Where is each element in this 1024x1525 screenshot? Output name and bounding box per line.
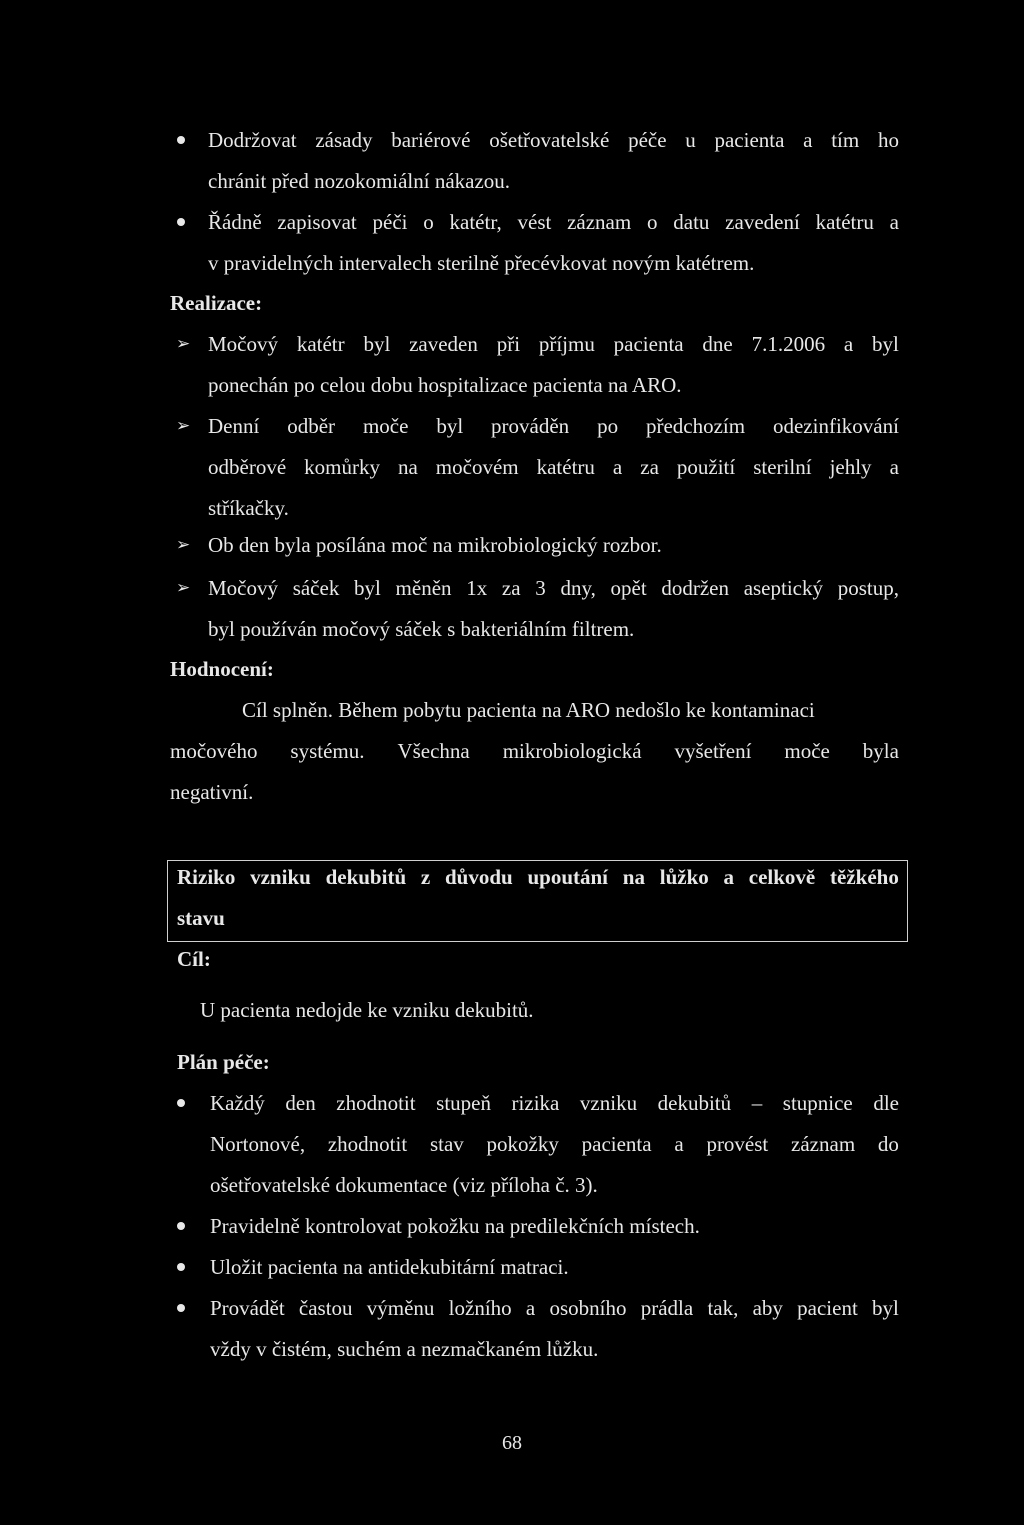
word: pacienta <box>714 128 785 152</box>
realizace-heading: Realizace: <box>170 291 263 315</box>
plan-item-line <box>210 1295 899 1321</box>
word: dny, <box>560 576 596 600</box>
word: lůžko <box>659 865 709 889</box>
word: byl <box>436 414 464 438</box>
word: odběr <box>287 414 336 438</box>
word: opět <box>610 576 647 600</box>
word: provést <box>706 1132 769 1156</box>
word: při <box>496 332 521 356</box>
realizace-item-line: Ob den byla posílána moč na mikrobiologický rozbor. <box>208 533 662 557</box>
word: byl <box>363 332 391 356</box>
word: u <box>685 128 696 152</box>
word: Močový <box>208 332 278 356</box>
word: katétru <box>536 455 595 479</box>
realizace-item-line <box>208 575 899 601</box>
word: tím <box>831 128 860 152</box>
realizace-item-line: byl používán močový sáček s bakteriálním filtrem. <box>208 617 635 641</box>
word: prádla <box>640 1296 694 1320</box>
word: zásady <box>315 128 373 152</box>
word: péče <box>628 128 667 152</box>
word: dodržen <box>661 576 729 600</box>
cil-heading: Cíl: <box>177 947 211 971</box>
word: mikrobiologická <box>502 739 642 763</box>
plan-item-line: Pravidelně kontrolovat pokožku na predilekčních místech. <box>210 1214 700 1238</box>
word: vést <box>517 210 552 234</box>
word: byla <box>862 739 899 763</box>
word: zavedení <box>725 210 800 234</box>
word: ložního <box>448 1296 512 1320</box>
word: ho <box>877 128 899 152</box>
word: byl <box>872 332 899 356</box>
word: a <box>525 1296 536 1320</box>
arrow-bullet-icon: ➢ <box>176 334 191 354</box>
word: bariérové <box>391 128 471 152</box>
cil-text: U pacienta nedojde ke vzniku dekubitů. <box>200 998 534 1022</box>
word: aby <box>752 1296 783 1320</box>
arrow-bullet-icon: ➢ <box>176 535 191 555</box>
word: 3 <box>535 576 546 600</box>
word: Řádně <box>208 210 262 234</box>
word: 1x <box>466 576 488 600</box>
plan-heading: Plán péče: <box>177 1050 270 1074</box>
word: celkově <box>748 865 816 889</box>
problem-title-line: stavu <box>177 906 225 930</box>
word: Riziko <box>177 865 236 889</box>
word: odběrové <box>208 455 287 479</box>
bullet-text-line <box>208 127 899 153</box>
realizace-item-line: ponechán po celou dobu hospitalizace pacienta na ARO. <box>208 373 682 397</box>
word: systému. <box>290 739 365 763</box>
word: postup, <box>837 576 899 600</box>
word: osobního <box>549 1296 627 1320</box>
realizace-item-line: stříkačky. <box>208 496 289 520</box>
word: použití <box>676 455 736 479</box>
plan-item-line: Uložit pacienta na antidekubitární matraci. <box>210 1255 569 1279</box>
word: močovém <box>435 455 519 479</box>
problem-title-line <box>177 864 899 890</box>
word: Každý <box>210 1091 265 1115</box>
word: pacienta <box>613 332 684 356</box>
bullet-icon <box>177 1222 185 1230</box>
word: do <box>877 1132 899 1156</box>
word: a <box>674 1132 684 1156</box>
word: těžkého <box>830 865 899 889</box>
word: za <box>640 455 659 479</box>
realizace-item-line <box>208 413 899 439</box>
word: o <box>423 210 434 234</box>
word: pokožky <box>486 1132 559 1156</box>
word: častou <box>298 1296 353 1320</box>
word: ošetřovatelské <box>489 128 610 152</box>
bullet-icon <box>177 1263 185 1271</box>
word: komůrky <box>304 455 380 479</box>
word: 7.1.2006 <box>751 332 826 356</box>
word: Dodržovat <box>208 128 297 152</box>
word: po <box>597 414 619 438</box>
word: katétr, <box>449 210 502 234</box>
word: datu <box>673 210 710 234</box>
word: byl <box>354 576 381 600</box>
word: sterilní <box>753 455 812 479</box>
word: péči <box>372 210 408 234</box>
word: vzniku <box>579 1091 638 1115</box>
word: moče <box>784 739 830 763</box>
word: zapisovat <box>277 210 357 234</box>
word: z <box>420 865 431 889</box>
word: příjmu <box>538 332 595 356</box>
word: dle <box>873 1091 899 1115</box>
bullet-icon <box>177 218 185 226</box>
word: záznam <box>791 1132 856 1156</box>
word: Provádět <box>210 1296 285 1320</box>
word: a <box>843 332 854 356</box>
bullet-text-line: v pravidelných intervalech sterilně přecévkovat novým katétrem. <box>208 251 755 275</box>
word: katétr <box>296 332 345 356</box>
word: záznam <box>567 210 632 234</box>
word: odezinfikování <box>772 414 899 438</box>
word: upoutání <box>527 865 609 889</box>
word: den <box>285 1091 316 1115</box>
word: aseptický <box>743 576 823 600</box>
word: měněn <box>395 576 452 600</box>
word: Denní <box>208 414 260 438</box>
word: zaveden <box>409 332 478 356</box>
word: důvodu <box>444 865 513 889</box>
bullet-icon <box>177 1099 185 1107</box>
word: moče <box>362 414 409 438</box>
word: močového <box>170 739 258 763</box>
word: na <box>622 865 645 889</box>
word: stupnice <box>782 1091 853 1115</box>
word: vyšetření <box>674 739 752 763</box>
arrow-bullet-icon: ➢ <box>176 416 191 436</box>
bullet-text-line: chránit před nozokomiální nákazou. <box>208 169 511 193</box>
bullet-text-line <box>208 209 899 235</box>
page-number: 68 <box>502 1432 522 1454</box>
word: prováděn <box>491 414 570 438</box>
bullet-icon <box>177 1304 185 1312</box>
word: stav <box>429 1132 464 1156</box>
word: jehly <box>829 455 872 479</box>
word: na <box>397 455 418 479</box>
word: o <box>646 210 658 234</box>
word: – <box>751 1091 763 1115</box>
word: za <box>501 576 521 600</box>
realizace-item-line <box>208 454 899 480</box>
word: Všechna <box>397 739 470 763</box>
plan-item-line: vždy v čistém, suchém a nezmačkaném lůžku. <box>210 1337 599 1361</box>
word: a <box>612 455 623 479</box>
plan-item-line: ošetřovatelské dokumentace (viz příloha č. 3). <box>210 1173 598 1197</box>
word: stupeň <box>436 1091 491 1115</box>
word: rizika <box>511 1091 560 1115</box>
word: sáček <box>292 576 340 600</box>
word: vzniku <box>250 865 311 889</box>
word: Močový <box>208 576 278 600</box>
word: katétru <box>815 210 874 234</box>
word: tak, <box>707 1296 739 1320</box>
bullet-icon <box>177 136 185 144</box>
hodnoceni-text-line <box>170 738 899 764</box>
word: dne <box>702 332 733 356</box>
word: dekubitů <box>657 1091 732 1115</box>
word: byl <box>872 1296 899 1320</box>
word: Nortonové, <box>210 1132 306 1156</box>
word: pacienta <box>581 1132 652 1156</box>
hodnoceni-text-line: Cíl splněn. Během pobytu pacienta na ARO nedošlo ke kontaminaci <box>242 698 815 722</box>
word: předchozím <box>645 414 746 438</box>
word: a <box>889 455 899 479</box>
arrow-bullet-icon: ➢ <box>176 578 191 598</box>
word: a <box>803 128 813 152</box>
word: zhodnotit <box>327 1132 408 1156</box>
word: výměnu <box>366 1296 435 1320</box>
word: zhodnotit <box>336 1091 416 1115</box>
plan-item-line <box>210 1090 899 1116</box>
realizace-item-line <box>208 331 899 357</box>
word: a <box>889 210 899 234</box>
hodnoceni-heading: Hodnocení: <box>170 657 274 681</box>
word: a <box>723 865 735 889</box>
word: dekubitů <box>325 865 407 889</box>
plan-item-line <box>210 1131 899 1157</box>
hodnoceni-text-line: negativní. <box>170 780 254 804</box>
word: pacient <box>797 1296 858 1320</box>
